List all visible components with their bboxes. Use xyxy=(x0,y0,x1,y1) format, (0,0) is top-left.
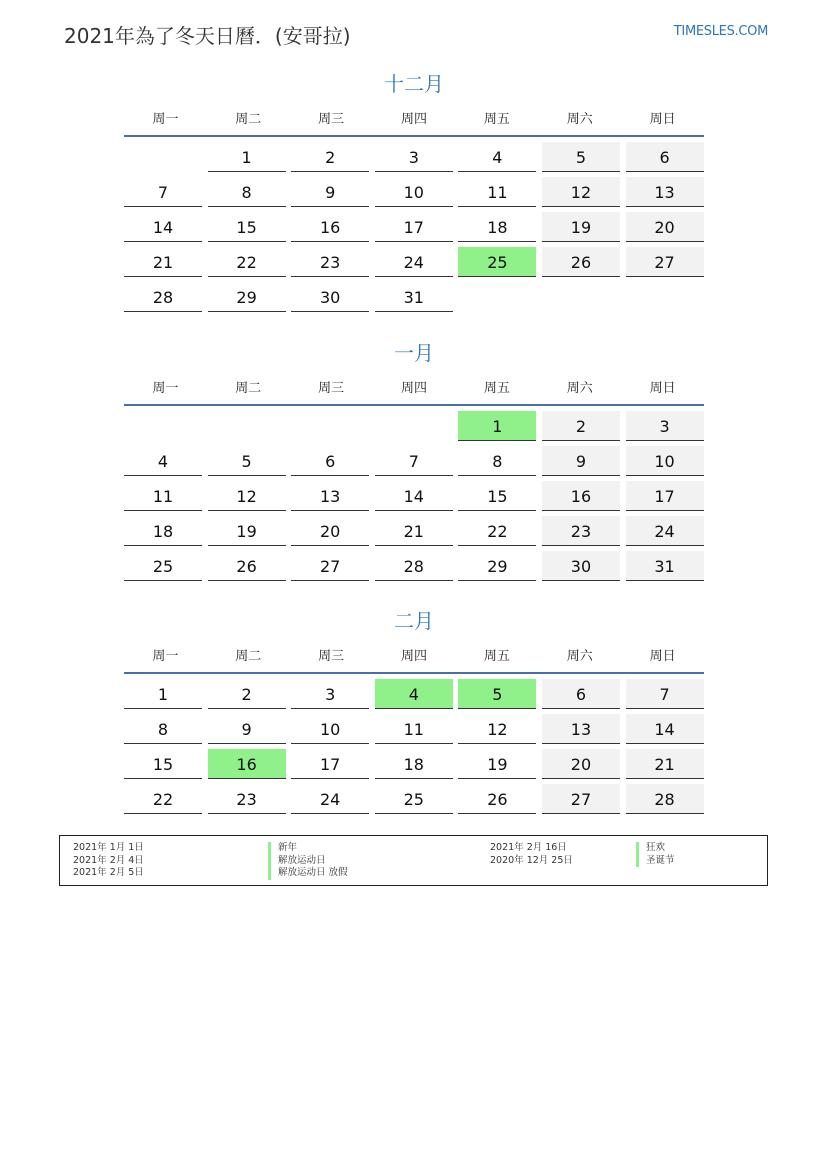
weekday-label: 周二 xyxy=(235,380,262,396)
day-cell[interactable]: 27 xyxy=(626,247,704,277)
weekday-label: 周日 xyxy=(649,648,676,664)
weekday-label: 周五 xyxy=(483,111,510,127)
legend-date: 2021年 2月 16日 xyxy=(490,842,567,853)
day-cell[interactable]: 23 xyxy=(291,247,369,277)
day-cell[interactable]: 13 xyxy=(626,177,704,207)
weekday-label: 周二 xyxy=(235,648,262,664)
weekday-label: 周六 xyxy=(566,380,593,396)
day-cell[interactable]: 9 xyxy=(542,446,620,476)
day-cell[interactable]: 31 xyxy=(626,551,704,581)
month-title: 一月 xyxy=(394,341,434,365)
weekday-label: 周四 xyxy=(401,648,428,664)
day-cell[interactable]: 25 xyxy=(124,551,202,581)
day-cell[interactable]: 14 xyxy=(375,481,453,511)
legend-holiday-name: 解放运动日 xyxy=(268,855,348,868)
header-divider xyxy=(124,404,704,406)
legend-dates-left xyxy=(73,842,144,880)
day-cell[interactable]: 9 xyxy=(291,177,369,207)
day-cell[interactable]: 16 xyxy=(291,212,369,242)
header-divider xyxy=(124,135,704,137)
day-cell[interactable]: 9 xyxy=(208,714,286,744)
day-cell[interactable]: 18 xyxy=(124,516,202,546)
day-cell[interactable]: 1 xyxy=(458,411,536,441)
day-cell[interactable]: 5 xyxy=(458,679,536,709)
day-cell[interactable]: 15 xyxy=(124,749,202,779)
day-grid xyxy=(124,411,704,581)
day-cell[interactable]: 10 xyxy=(626,446,704,476)
legend-date: 2020年 12月 25日 xyxy=(490,854,573,866)
day-cell[interactable]: 21 xyxy=(124,247,202,277)
day-cell[interactable]: 10 xyxy=(291,714,369,744)
day-cell[interactable]: 24 xyxy=(626,516,704,546)
weekday-label: 周日 xyxy=(649,111,676,127)
weekday-label: 周二 xyxy=(235,111,262,127)
month-december xyxy=(124,69,704,312)
holiday-legend xyxy=(59,835,768,886)
day-cell[interactable]: 3 xyxy=(291,679,369,709)
legend-names-right xyxy=(636,842,675,867)
weekday-header xyxy=(124,368,704,404)
header-divider xyxy=(124,672,704,674)
day-cell[interactable]: 29 xyxy=(208,282,286,312)
day-cell[interactable]: 22 xyxy=(458,516,536,546)
day-cell[interactable]: 22 xyxy=(124,784,202,814)
weekday-label: 周三 xyxy=(318,648,345,664)
day-cell[interactable]: 7 xyxy=(124,177,202,207)
day-cell[interactable]: 17 xyxy=(626,481,704,511)
weekday-label: 周五 xyxy=(483,648,510,664)
day-cell[interactable]: 31 xyxy=(375,282,453,312)
legend-holiday-name: 圣诞节 xyxy=(636,855,675,868)
day-cell[interactable]: 24 xyxy=(291,784,369,814)
weekday-label: 周五 xyxy=(483,380,510,396)
day-cell[interactable]: 1 xyxy=(124,679,202,709)
legend-names-left xyxy=(268,842,348,880)
day-cell[interactable]: 14 xyxy=(626,714,704,744)
day-cell[interactable]: 11 xyxy=(458,177,536,207)
day-cell[interactable]: 6 xyxy=(291,446,369,476)
day-cell[interactable]: 28 xyxy=(626,784,704,814)
day-cell[interactable]: 11 xyxy=(124,481,202,511)
empty-cell xyxy=(291,411,369,441)
month-title: 二月 xyxy=(394,609,434,633)
day-cell[interactable]: 14 xyxy=(124,212,202,242)
weekday-label: 周三 xyxy=(318,380,345,396)
day-cell[interactable]: 10 xyxy=(375,177,453,207)
day-cell[interactable]: 15 xyxy=(208,212,286,242)
day-cell[interactable]: 6 xyxy=(542,679,620,709)
day-cell[interactable]: 26 xyxy=(542,247,620,277)
empty-cell xyxy=(124,142,202,172)
day-cell[interactable]: 16 xyxy=(208,749,286,779)
day-cell[interactable]: 19 xyxy=(542,212,620,242)
day-cell[interactable]: 5 xyxy=(542,142,620,172)
weekday-label: 周六 xyxy=(566,648,593,664)
day-cell[interactable]: 6 xyxy=(626,142,704,172)
month-january xyxy=(124,338,704,581)
weekday-label: 周日 xyxy=(649,380,676,396)
month-title: 十二月 xyxy=(384,72,444,96)
site-link[interactable]: TIMESLES.COM xyxy=(673,24,768,39)
day-cell[interactable]: 17 xyxy=(291,749,369,779)
day-cell[interactable]: 17 xyxy=(375,212,453,242)
weekday-header xyxy=(124,99,704,135)
day-cell[interactable]: 3 xyxy=(626,411,704,441)
weekday-label: 周六 xyxy=(566,111,593,127)
weekday-header xyxy=(124,636,704,672)
day-cell[interactable]: 30 xyxy=(542,551,620,581)
day-cell[interactable]: 8 xyxy=(458,446,536,476)
month-february xyxy=(124,606,704,814)
day-cell[interactable]: 2 xyxy=(208,679,286,709)
weekday-label: 周一 xyxy=(152,111,179,127)
empty-cell xyxy=(375,411,453,441)
day-cell[interactable]: 22 xyxy=(208,247,286,277)
day-grid xyxy=(124,679,704,814)
day-cell[interactable]: 27 xyxy=(291,551,369,581)
day-cell[interactable]: 18 xyxy=(458,212,536,242)
day-cell[interactable]: 25 xyxy=(458,247,536,277)
day-cell[interactable]: 2 xyxy=(291,142,369,172)
day-cell[interactable]: 4 xyxy=(124,446,202,476)
day-cell[interactable]: 12 xyxy=(542,177,620,207)
day-cell[interactable]: 8 xyxy=(208,177,286,207)
day-cell[interactable]: 30 xyxy=(291,282,369,312)
day-cell[interactable]: 20 xyxy=(626,212,704,242)
page-title: 2021年為了冬天日曆．(安哥拉) xyxy=(64,24,351,48)
day-cell[interactable]: 28 xyxy=(124,282,202,312)
day-cell[interactable]: 8 xyxy=(124,714,202,744)
legend-date: 2021年 1月 1日 xyxy=(73,842,144,853)
day-cell[interactable]: 13 xyxy=(542,714,620,744)
day-cell[interactable]: 4 xyxy=(458,142,536,172)
day-cell[interactable]: 13 xyxy=(291,481,369,511)
legend-date: 2021年 2月 4日 xyxy=(73,854,144,866)
weekday-label: 周一 xyxy=(152,380,179,396)
day-cell[interactable]: 7 xyxy=(375,446,453,476)
legend-date: 2021年 2月 5日 xyxy=(73,867,144,878)
empty-cell xyxy=(124,411,202,441)
day-cell[interactable]: 19 xyxy=(458,749,536,779)
day-cell[interactable]: 4 xyxy=(375,679,453,709)
day-cell[interactable]: 18 xyxy=(375,749,453,779)
legend-holiday-name: 解放运动日 放假 xyxy=(268,867,348,880)
day-cell[interactable]: 15 xyxy=(458,481,536,511)
legend-holiday-name: 狂欢 xyxy=(636,842,675,855)
weekday-label: 周三 xyxy=(318,111,345,127)
day-cell[interactable]: 20 xyxy=(542,749,620,779)
weekday-label: 周四 xyxy=(401,111,428,127)
day-cell[interactable]: 23 xyxy=(542,516,620,546)
day-cell[interactable]: 23 xyxy=(208,784,286,814)
day-cell[interactable]: 21 xyxy=(626,749,704,779)
day-cell[interactable]: 12 xyxy=(208,481,286,511)
day-cell[interactable]: 3 xyxy=(375,142,453,172)
day-grid xyxy=(124,142,704,312)
day-cell[interactable]: 12 xyxy=(458,714,536,744)
day-cell[interactable]: 28 xyxy=(375,551,453,581)
day-cell[interactable]: 16 xyxy=(542,481,620,511)
day-cell[interactable]: 26 xyxy=(458,784,536,814)
day-cell[interactable]: 21 xyxy=(375,516,453,546)
day-cell[interactable]: 11 xyxy=(375,714,453,744)
day-cell[interactable]: 25 xyxy=(375,784,453,814)
legend-dates-right xyxy=(490,842,573,867)
day-cell[interactable]: 2 xyxy=(542,411,620,441)
day-cell[interactable]: 5 xyxy=(208,446,286,476)
weekday-label: 周四 xyxy=(401,380,428,396)
day-cell[interactable]: 19 xyxy=(208,516,286,546)
legend-holiday-name: 新年 xyxy=(268,842,348,855)
day-cell[interactable]: 26 xyxy=(208,551,286,581)
day-cell[interactable]: 1 xyxy=(208,142,286,172)
day-cell[interactable]: 29 xyxy=(458,551,536,581)
weekday-label: 周一 xyxy=(152,648,179,664)
day-cell[interactable]: 20 xyxy=(291,516,369,546)
day-cell[interactable]: 27 xyxy=(542,784,620,814)
empty-cell xyxy=(208,411,286,441)
day-cell[interactable]: 24 xyxy=(375,247,453,277)
day-cell[interactable]: 7 xyxy=(626,679,704,709)
